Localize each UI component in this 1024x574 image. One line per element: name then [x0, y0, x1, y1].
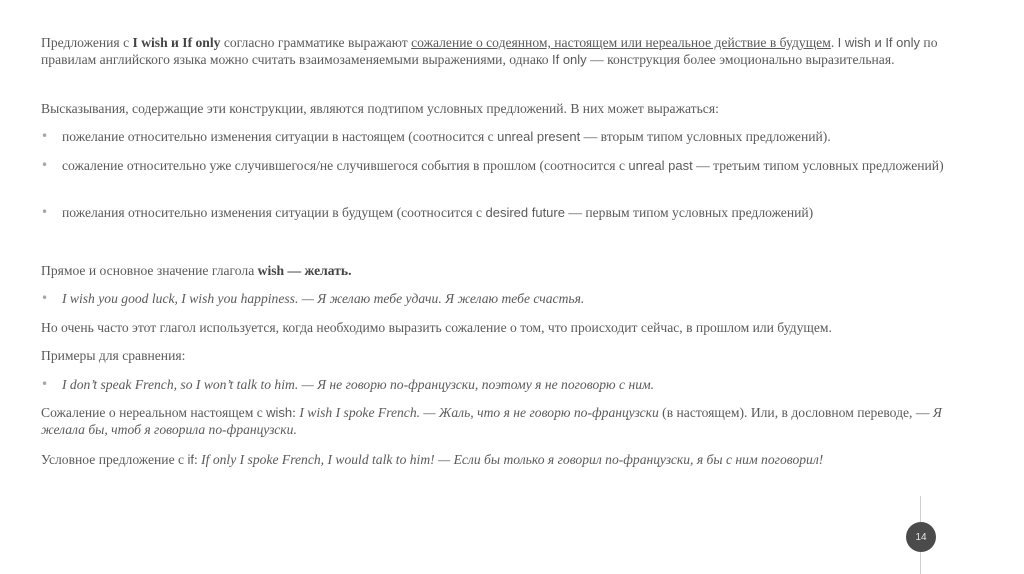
regret-text: Сожаление о нереальном настоящем с: [41, 405, 267, 420]
list-item: [41, 128, 961, 145]
bullet-icon: •: [41, 158, 49, 172]
list-item: [41, 157, 961, 174]
intro-text: .: [830, 35, 838, 50]
intro-keyword: I wish и If only: [837, 35, 921, 50]
intro-paragraph: [41, 34, 971, 68]
list-item: [41, 204, 961, 221]
regret-example: I wish I spoke French. — Жаль, что я не говорю по-французски: [299, 405, 659, 420]
example-text: I wish you good luck, I wish you happiness. — Я желаю тебе удачи. Я желаю тебе счастья.: [62, 291, 585, 306]
bullet-icon: •: [41, 129, 49, 143]
list-item-text: сожаление относительно уже случившегося/не случившегося события в прошлом (соотносится с: [62, 158, 629, 173]
list-item-text: пожелания относительно изменения ситуации в будущем (соотносится с: [62, 205, 486, 220]
list-item-text: — первым типом условных предложений): [564, 205, 814, 220]
conditional-keyword: if: [187, 452, 194, 467]
meaning-keyword: wish — желать.: [257, 263, 352, 278]
list-item-term: unreal past: [628, 158, 693, 173]
conditional-text: Условное предложение с: [41, 452, 188, 467]
intro-text: Предложения с: [41, 35, 133, 50]
list-item-term: unreal present: [497, 129, 581, 144]
intro-text: — конструкция более эмоционально выразительная.: [586, 52, 895, 67]
list-item: [41, 376, 961, 393]
regret-paragraph: [41, 404, 971, 438]
often-paragraph: Но очень часто этот глагол используется, когда необходимо выразить сожаление о том, что происходит сейчас, в прошлом или будущем.: [41, 320, 832, 335]
divider-line: [920, 496, 921, 522]
list-item-text: — вторым типом условных предложений).: [580, 129, 831, 144]
list-item: [41, 290, 961, 307]
regret-text: (в настоящем). Или, в дословном переводе, —: [658, 405, 933, 420]
examples-label: Примеры для сравнения:: [41, 348, 186, 363]
regret-text: :: [292, 405, 300, 420]
example-text: I don’t speak French, so I won’t talk to him. — Я не говорю по-французски, поэтому я не поговорю с ним.: [62, 377, 655, 392]
page-number-badge: 14: [906, 522, 936, 552]
conditional-paragraph: [41, 451, 971, 468]
intro-keyword: If only: [551, 52, 587, 67]
list-item-term: desired future: [485, 205, 565, 220]
intro-text: по правилам английского языка можно считать взаимозаменяемыми выражениями, однако: [41, 35, 938, 67]
meaning-text: Прямое и основное значение глагола: [41, 263, 258, 278]
regret-keyword: wish: [266, 405, 293, 420]
meaning-paragraph: [41, 262, 971, 279]
intro-text: согласно грамматике выражают: [220, 35, 412, 50]
intro-keyword: I wish и If only: [132, 35, 221, 50]
divider-line: [920, 552, 921, 574]
bullet-icon: •: [41, 291, 49, 305]
intro-underlined-phrase: сожаление о содеянном, настоящем или нереальное действие в будущем: [411, 35, 831, 50]
list-item-text: пожелание относительно изменения ситуации в настоящем (соотносится с: [62, 129, 498, 144]
bullet-icon: •: [41, 377, 49, 391]
regret-translation: Я желала бы, чтоб я говорила по-французски.: [41, 405, 942, 437]
conditional-text: :: [193, 452, 202, 467]
bullet-icon: •: [41, 205, 49, 219]
list-item-text: — третьим типом условных предложений): [692, 158, 944, 173]
conditional-example: If only I spoke French, I would talk to him! — Если бы только я говорил по-французски, я бы с ним поговорил!: [201, 452, 824, 467]
subtype-paragraph: Высказывания, содержащие эти конструкции, являются подтипом условных предложений. В них может выражаться:: [41, 101, 719, 116]
